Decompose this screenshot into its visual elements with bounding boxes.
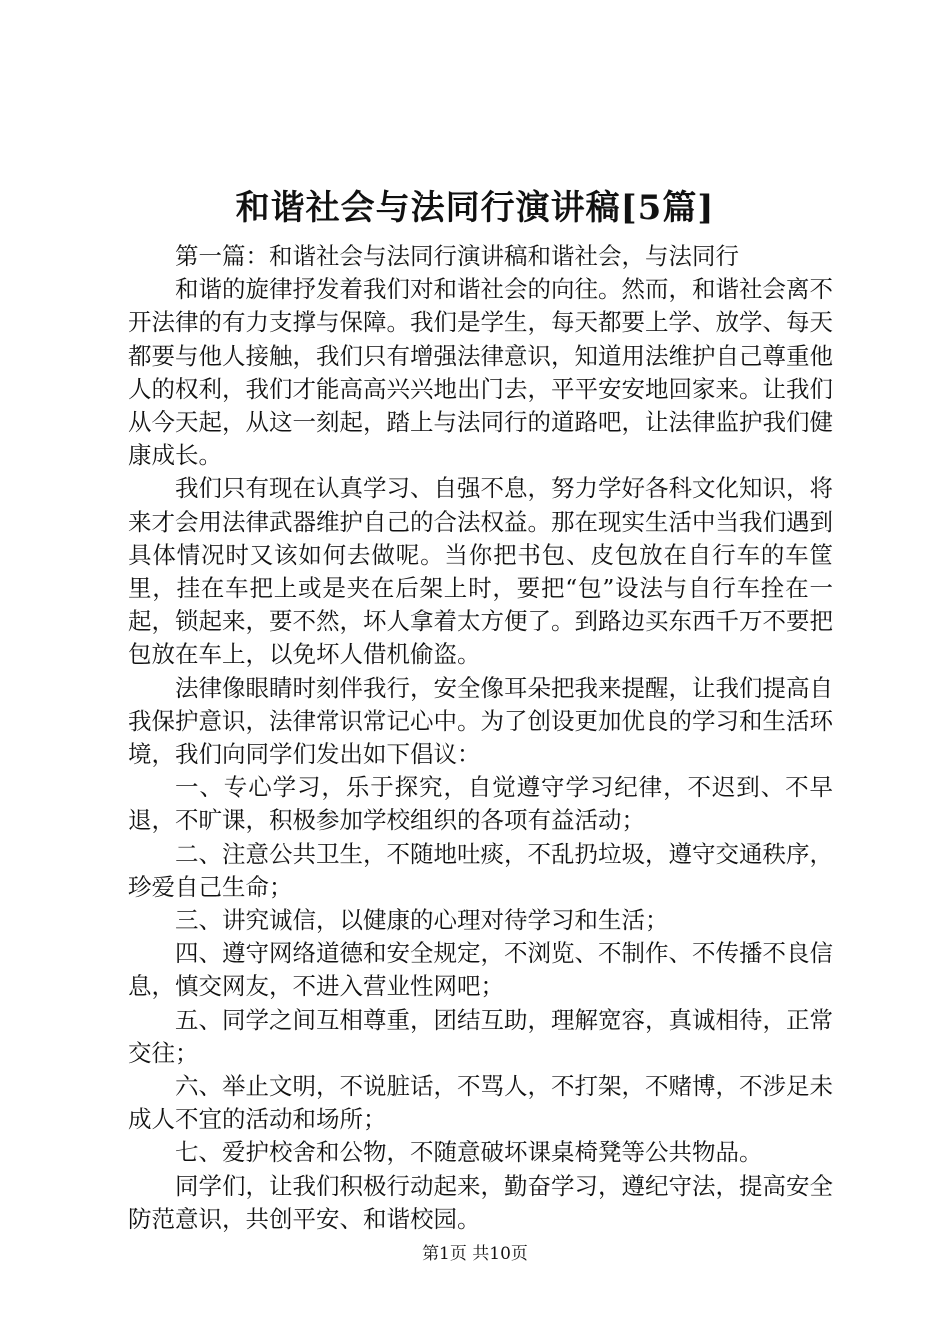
paragraph: 和谐的旋律抒发着我们对和谐社会的向往。然而，和谐社会离不开法律的有力支撑与保障。我们是学生，每天都要上学、放学、每天都要与他人接触，我们只有增强法律意识，知道用法维护自己尊重他人的权利，我们才能高高兴兴地出门去，平平安安地回家来。让我们从今天起，从这一刻起，踏上与法同行的道路吧，让法律监护我们健康成长。 bbox=[128, 275, 833, 470]
paragraph: 法律像眼睛时刻伴我行，安全像耳朵把我来提醒，让我们提高自我保护意识，法律常识常记心中。为了创设更加优良的学习和生活环境，我们向同学们发出如下倡议： bbox=[128, 673, 833, 769]
proposal-item: 五、同学之间互相尊重，团结互助，理解宽容，真诚相待，正常交往； bbox=[128, 1005, 833, 1067]
proposal-item: 六、举止文明，不说脏话，不骂人，不打架，不赌博，不涉足未成人不宜的活动和场所； bbox=[128, 1072, 833, 1134]
page-footer: 第1页 共10页 bbox=[422, 1244, 528, 1264]
paragraph: 第一篇：和谐社会与法同行演讲稿和谐社会，与法同行 bbox=[175, 242, 739, 270]
paragraph: 同学们，让我们积极行动起来，勤奋学习，遵纪守法，提高安全防范意识，共创平安、和谐校园。 bbox=[128, 1171, 833, 1233]
paragraph: 我们只有现在认真学习、自强不息，努力学好各科文化知识，将来才会用法律武器维护自己的合法权益。那在现实生活中当我们遇到具体情况时又该如何去做呢。当你把书包、皮包放在自行车的车筐里，挂在车把上或是夹在后架上时，要把“包”设法与自行车拴在一起，锁起来，要不然，坏人拿着太方便了。到路边买东西千万不要把包放在车上，以免坏人借机偷盗。 bbox=[128, 474, 833, 669]
document-body bbox=[128, 240, 833, 1236]
proposal-item: 一、专心学习，乐于探究，自觉遵守学习纪律，不迟到、不早退，不旷课，积极参加学校组织的各项有益活动； bbox=[128, 773, 833, 835]
proposal-item: 七、爱护校舍和公物，不随意破坏课桌椅凳等公共物品。 bbox=[175, 1138, 763, 1167]
proposal-item: 二、注意公共卫生，不随地吐痰，不乱扔垃圾，遵守交通秩序，珍爱自己生命； bbox=[128, 839, 833, 901]
document-title: 和谐社会与法同行演讲稿[5篇] bbox=[235, 188, 715, 228]
proposal-item: 三、讲究诚信，以健康的心理对待学习和生活； bbox=[175, 906, 669, 935]
proposal-item: 四、遵守网络道德和安全规定，不浏览、不制作、不传播不良信息，慎交网友，不进入营业性网吧； bbox=[128, 939, 833, 1001]
